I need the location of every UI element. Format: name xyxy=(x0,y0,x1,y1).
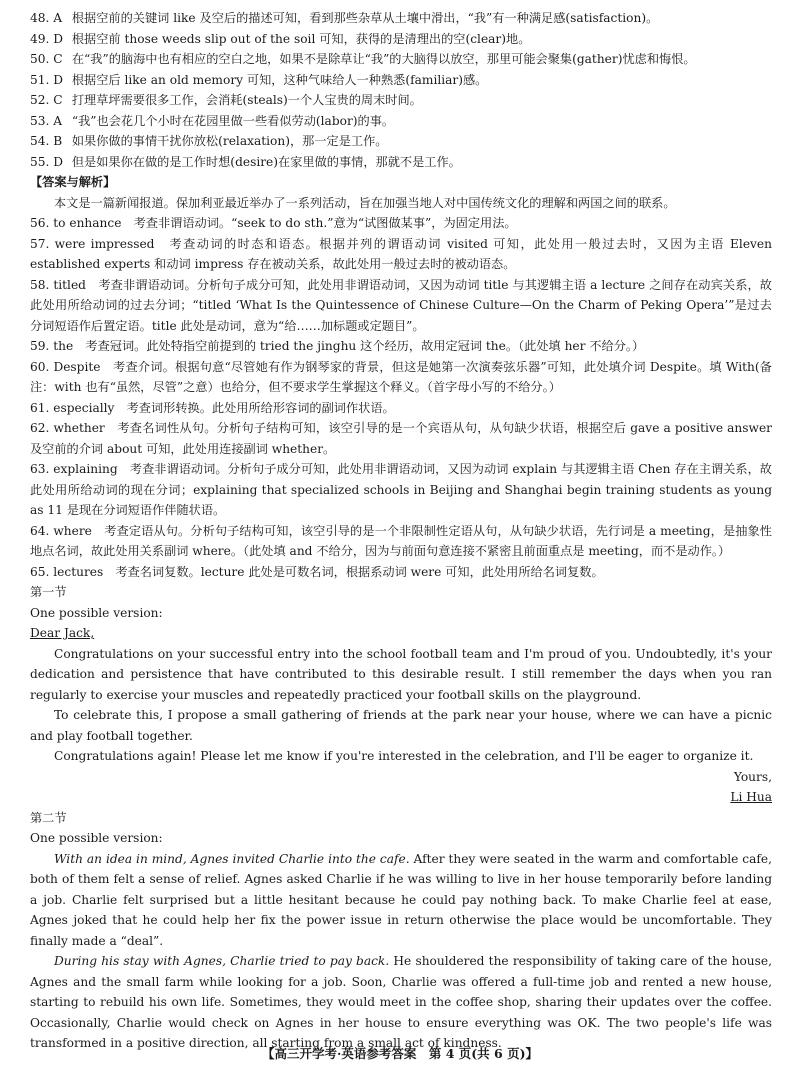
letter-closing: Yours, xyxy=(733,769,772,784)
letter-paragraph: Congratulations on your successful entry into the school football team and I'm proud of you. Undoubtedly, it's your dedication and persistence that have contributed to this desirable result. I still remember the days when you ran regularly to exercise your muscles and repeatedly practiced your football skills on the playground. xyxy=(30,646,772,702)
letter-paragraph: Congratulations again! Please let me know if you're interested in the celebration, and I'll be eager to organize it. xyxy=(54,749,754,763)
grammar-item-58: 58. titled 考查非谓语动词。分析句子成分可知，此处用非谓语动词，又因为动词 title 与其逻辑主语 a lecture 之间存在动宾关系，故此处用所给动词的过去分词；“titled ‘What Is the Quintessence of Chinese Culture—On the Charm of Peking Opera’”是过去分词短语作后置定语。title 此处是动词，意为“给……加标题或定题目”。 xyxy=(30,277,772,333)
section1-version-label: One possible version: xyxy=(30,605,163,620)
story-paragraph: With an idea in mind, Agnes invited Charlie into the cafe. After they were seated in the warm and comfortable cafe, both of them felt a sense of relief. Agnes asked Charlie if he was willing to live in her house temporarily before landing a job. Charlie felt surprised but a little hesitant because he could pay nothing back. To make Charlie feel at ease, Agnes joked that he could help her fix the power issue in return otherwise the place would be uncomfortable. They finally made a “deal”. xyxy=(30,851,772,948)
grammar-item-59: 59. the 考查冠词。此处特指空前提到的 tried the jinghu 这个经历，故用定冠词 the。（此处填 her 不给分。） xyxy=(30,339,645,353)
answer-page xyxy=(30,8,772,1054)
answer-49: 49. D 根据空前 those weeds slip out of the soil 可知，获得的是清理出的空(clear)地。 xyxy=(30,31,531,46)
answer-48: 48. A 根据空前的关键词 like 及空后的描述可知，看到那些杂草从土壤中滑出，“我”有一种满足感(satisfaction)。 xyxy=(30,11,659,25)
writing-section-1 xyxy=(30,582,772,808)
letter-salutation: Dear Jack, xyxy=(30,626,95,640)
grammar-item-65: 65. lectures 考查名词复数。lecture 此处是可数名词，根据系动词 were 可知，此处用所给名词复数。 xyxy=(30,564,604,579)
letter-paragraph: To celebrate this, I propose a small gathering of friends at the park near your house, where we can have a picnic and play football together. xyxy=(30,708,772,743)
grammar-item-56: 56. to enhance 考查非谓语动词。“seek to do sth.”意为“试图做某事”，为固定用法。 xyxy=(30,216,517,230)
letter-signature: Li Hua xyxy=(730,790,772,804)
grammar-answers xyxy=(30,213,772,582)
grammar-item-61: 61. especially 考查词形转换。此处用所给形容词的副词作状语。 xyxy=(30,400,395,415)
answer-54: 54. B 如果你做的事情干扰你放松(relaxation)，那一定是工作。 xyxy=(30,134,388,148)
answer-53: 53. A “我”也会花几个小时在花园里做一些看似劳动(labor)的事。 xyxy=(30,113,395,128)
analysis-header: 【答案与解析】 xyxy=(30,175,116,189)
answer-55: 55. D 但是如果你在做的是工作时想(desire)在家里做的事情，那就不是工作。 xyxy=(30,154,461,169)
section2-title: 第二节 xyxy=(30,810,67,825)
answer-52: 52. C 打理草坪需要很多工作，会消耗(steals)一个人宝贵的周末时间。 xyxy=(30,93,422,107)
grammar-item-64: 64. where 考查定语从句。分析句子结构可知，该空引导的是一个非限制性定语从句，从句缺少状语，先行词是 a meeting，是抽象性地点名词，故此处用关系副词 where。（此处填 and 不给分，因为与前面句意连接不紧密且前面重点是 meeting，而不是动作。） xyxy=(30,523,772,558)
section1-title: 第一节 xyxy=(30,585,67,599)
section2-version-label: One possible version: xyxy=(30,831,163,845)
cloze-answers xyxy=(30,8,772,172)
page-footer: 【高三开学考·英语参考答案 第 4 页(共 6 页)】 xyxy=(262,1046,538,1061)
grammar-item-63: 63. explaining 考查非谓语动词。分析句子成分可知，此处用非谓语动词，又因为动词 explain 与其逻辑主语 Chen 存在主谓关系，故此处用所给动词的现在分词；explaining that specialized schools in Beijing and Shanghai begin training students as young as 11 是现在分词短语作伴随状语。 xyxy=(30,462,772,517)
answer-51: 51. D 根据空后 like an old memory 可知，这种气味给人一种熟悉(familiar)感。 xyxy=(30,72,488,87)
answer-50: 50. C 在“我”的脑海中也有相应的空白之地，如果不是除草让“我”的大脑得以放空，那里可能会聚集(gather)忧虑和悔恨。 xyxy=(30,52,696,66)
story-paragraph: During his stay with Agnes, Charlie tried to pay back. He shouldered the responsibility of taking care of the house, Agnes and the small farm while looking for a job. Soon, Charlie was offered a full-time job and rented a new house, starting to rebuild his own life. Sometimes, they would meet in the coffee shop, sharing their updates over the coffee. Occasionally, Charlie would check on Agnes in her house to ensure everything was OK. The two people's life was transformed in a positive direction, all starting from a small act of kindness. xyxy=(30,954,772,1050)
grammar-item-57: 57. were impressed 考查动词的时态和语态。根据并列的谓语动词 visited 可知，此处用一般过去时，又因为主语 Eleven established experts 和动词 impress 存在被动关系，故此处用一般过去时的被动语态。 xyxy=(30,236,772,271)
analysis-intro: 本文是一篇新闻报道。保加利亚最近举办了一系列活动，旨在加强当地人对中国传统文化的理解和两国之间的联系。 xyxy=(54,195,676,210)
writing-section-2 xyxy=(30,808,772,1054)
grammar-item-62: 62. whether 考查名词性从句。分析句子结构可知，该空引导的是一个宾语从句，从句缺少状语，根据空后 gave a positive answer 及空前的介词 about 可知，此处用连接副词 whether。 xyxy=(30,421,772,456)
grammar-item-60: 60. Despite 考查介词。根据句意“尽管她有作为钢琴家的背景，但这是她第一次演奏弦乐器”可知，此处填介词 Despite。填 With(备注：with 也有“虽然，尽管”之意）也给分，但不要求学生掌握这个释义。（首字母小写的不给分。） xyxy=(30,359,772,394)
